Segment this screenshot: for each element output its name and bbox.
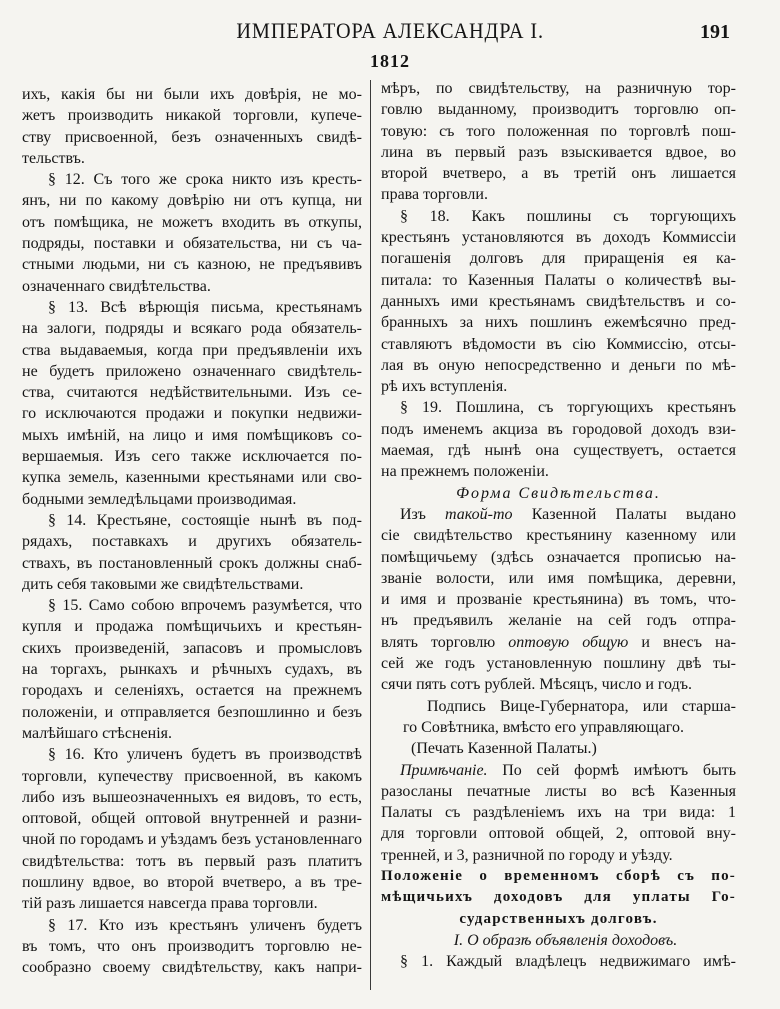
text-line: сіе свидѣтельство крестьянину казенному или (381, 527, 736, 545)
text-line: § 14. Крестьяне, состоящіе нынѣ въ под- (48, 511, 362, 529)
text-line: сударственныхъ долговъ. (459, 910, 658, 927)
text-line: помѣщичьему (здѣсь означается прописью на- (381, 548, 736, 566)
emphasized-text: такой-то (445, 505, 513, 523)
paragraph (381, 206, 736, 398)
page-number: 191 (700, 21, 730, 43)
text-line: отъ помѣщика, не можетъ входить въ откупы, (22, 213, 362, 231)
text-run: Казенной Палаты выдано (512, 505, 736, 523)
text-line: вершаемыя. Изъ сего также исключается по- (22, 448, 362, 466)
continued-paragraph (22, 84, 362, 169)
paragraph-list (381, 206, 736, 483)
text-line: на залоги, подряды и всякаго рода обязатель- (22, 320, 362, 338)
running-head-title (0, 16, 780, 46)
running-head-title-text: ИМПЕРАТОРА АЛЕКСАНДРА I. (236, 18, 544, 43)
left-column (22, 84, 362, 978)
text-line: погашенія долговъ для приращенія ея ка- (381, 250, 736, 268)
emphasized-text: Примѣчаніе. (400, 761, 488, 779)
text-line: рѣ ихъ вступленія. (381, 378, 508, 396)
text-line: лая въ оную непосредственно и деньги по мѣ- (381, 356, 736, 374)
text-run: По сей формѣ имѣютъ быть (487, 761, 736, 779)
text-line: положеніи, и отправляется безпошлинно и безъ (22, 703, 362, 721)
text-line: купля и продажа помѣщичьихъ и крестьян- (22, 618, 362, 636)
text-line: ству присвоенной, безъ означенныхъ свидѣ- (22, 128, 362, 146)
paragraph (22, 510, 362, 595)
text-line: сей же годъ установленную пошлину двѣ ты- (381, 655, 736, 673)
text-line: подряды, поставки и обязательства, ни съ ча- (22, 235, 362, 253)
text-line: свидѣтельства: тотъ въ первый разъ платитъ (22, 852, 362, 870)
text-line: маемая, гдѣ нынѣ она существуетъ, остается (381, 442, 736, 460)
text-line: званіе волости, или имя помѣщика, деревни, (381, 569, 736, 587)
text-run: влять торговлю (381, 633, 509, 651)
text-line: городахъ и селеніяхъ, остается на прежнемъ (22, 682, 362, 700)
text-line: либо изъ вышеозначенныхъ ея видовъ, то есть, (22, 788, 362, 806)
form-signature (381, 696, 736, 739)
text-line: и имя и прозваніе крестьянина) въ томъ, что- (381, 591, 736, 609)
text-line: янъ, ни по какому довѣрію ни отъ купца, ни (22, 192, 362, 210)
text-line: торговли, купечеству присвоенной, въ какомъ (22, 767, 362, 785)
emphasized-text: оптовую общую (508, 633, 629, 651)
text-run: Изъ (400, 505, 446, 523)
text-line: § 17. Кто изъ крестьянъ уличенъ будетъ (48, 916, 362, 934)
text-line: права торговли. (381, 186, 488, 204)
column-divider (370, 80, 371, 990)
text-line (381, 504, 736, 525)
text-line: мѣщичьихъ доходовъ для уплаты Го- (381, 889, 736, 906)
text-line: рядахъ, поставкахъ и другихъ обязатель- (22, 533, 362, 551)
regulation-section (381, 866, 736, 972)
text-line: означеннаго свидѣтельства. (22, 277, 211, 295)
text-line: Палаты съ раздѣленіемъ ихъ на три вида: 1 (381, 804, 736, 822)
text-line: § 15. Само собою впрочемъ разумѣется, что (48, 597, 362, 615)
text-line: тренней, и 3, разничной по городу и уѣзду. (381, 846, 673, 864)
text-line (381, 760, 736, 781)
text-line: разосланы печатные листы во всѣ Казенныя (381, 782, 736, 800)
text-line: нъ предъявилъ желаніе на сей годъ отпра- (381, 612, 736, 630)
text-line: второй вчетверо, а въ третій онъ лишается (381, 165, 736, 183)
text-line: тельствъ. (22, 149, 85, 167)
text-line: пошлину вдвое, во второй вчетверо, а въ тре- (22, 873, 362, 891)
text-line: скихъ произведеній, запасовъ и промысловъ (22, 639, 362, 657)
text-line: оптовой, общей оптовой внутренней и разни- (22, 810, 362, 828)
text-line: сячи пять сотъ рублей. Мѣсяцъ, число и годъ. (381, 676, 692, 694)
regulation-title (381, 866, 736, 930)
text-line: § 13. Всѣ вѣрющія письма, крестьянамъ (48, 298, 362, 316)
form-seal: (Печать Казенной Палаты.) (411, 740, 597, 758)
text-line: ихъ, какія бы ни были ихъ довѣрія, не мо- (22, 86, 362, 103)
form-note (381, 760, 736, 866)
text-line: дить себя таковыми же свидѣтельствами. (22, 575, 304, 593)
text-line: малѣйшаго стѣсненія. (22, 724, 172, 742)
text-line: ствахъ, въ постановленный срокъ должны снаб- (22, 554, 362, 572)
text-line: сообразно своему свидѣтельству, какъ напри- (22, 959, 362, 977)
text-line: Подпись Вице-Губернатора, или старша- (427, 697, 736, 715)
text-line: товую: съ того положенная по торговлѣ пош- (381, 122, 736, 140)
paragraph (22, 297, 362, 510)
form-body (381, 504, 736, 696)
text-line: на торгахъ, рынкахъ и рѣчныхъ судахъ, въ (22, 661, 362, 679)
text-line: чной по городамъ и уѣздамъ безъ установленнаго (22, 831, 362, 849)
text-line: лина въ первый разъ взыскивается вдвое, во (381, 143, 736, 161)
continued-paragraph (381, 78, 736, 206)
text-line: для торговли оптовой общей, 2, оптовой вну- (381, 825, 736, 843)
text-line: жетъ производить никакой торговли, купече- (22, 107, 362, 125)
right-column (381, 78, 736, 972)
paragraph-list (22, 169, 362, 978)
text-line: ства выдаваемыя, когда при предъявленіи ихъ (22, 341, 362, 359)
text-line: тій разъ лишается навсегда права торговли. (22, 895, 318, 913)
paragraph (22, 169, 362, 297)
text-line: на прежнемъ положеніи. (381, 463, 549, 481)
text-line: купка земель, казенными крестьянами или сво- (22, 469, 362, 487)
paragraph (22, 744, 362, 914)
paragraph (22, 915, 362, 979)
certificate-form (381, 483, 736, 760)
paragraph (22, 595, 362, 744)
year-heading: 1812 (370, 51, 410, 71)
text-line: стными людьми, ни съ казною, не предъявивъ (22, 256, 362, 274)
text-line: говлю выданному, производитъ торговлю оп- (381, 101, 736, 119)
text-line: § 12. Съ того же срока никто изъ кресть- (48, 171, 362, 189)
form-title: Форма Свидѣтельства. (456, 484, 661, 502)
text-line: ставляютъ вѣдомости въ сію Коммиссію, отсы- (381, 335, 736, 353)
text-line: не будетъ приложено означеннаго свидѣтель- (22, 362, 362, 380)
paragraph (381, 951, 736, 972)
paragraph-list (381, 951, 736, 972)
text-line: § 1. Каждый владѣлецъ недвижимаго имѣ- (400, 953, 736, 971)
text-line: въ томъ, что онъ производитъ торговлю не- (22, 937, 362, 955)
text-line: бранныхъ за нихъ пошлинъ ежемѣсячно пред- (381, 314, 736, 332)
chapter-heading: I. О образѣ объявленія доходовъ. (453, 931, 678, 949)
text-line: подъ именемъ акциза въ городовой доходъ взи- (381, 420, 736, 438)
text-line: го Совѣтника, вмѣсто его управляющаго. (403, 718, 684, 736)
text-line: § 19. Пошлина, съ торгующихъ крестьянъ (400, 399, 736, 417)
text-line: Положеніе о временномъ сборѣ съ по- (381, 867, 736, 884)
text-line: ства, считаются недѣйствительными. Изъ се- (22, 384, 362, 402)
text-line: го исключаются продажи и покупки недвижи- (22, 405, 362, 423)
text-line: питала: то Казенныя Палаты о количествѣ вы- (381, 271, 736, 289)
paragraph (381, 397, 736, 482)
text-line: данныхъ ими крестьянамъ свидѣтельствъ и со- (381, 292, 736, 310)
text-line: мыхъ имѣній, на лицо и имя помѣщиковъ со- (22, 426, 362, 444)
text-line: мѣръ, по свидѣтельству, на разничную тор- (381, 80, 736, 97)
text-line: крестьянъ установляются въ доходъ Коммиссіи (381, 229, 736, 247)
text-line (381, 632, 736, 653)
text-run: и внесъ на- (628, 633, 736, 651)
text-line: § 16. Кто уличенъ будетъ въ производствѣ (48, 746, 362, 764)
text-line: бодными земледѣльцами производимая. (22, 490, 297, 508)
text-line: § 18. Какъ пошлины съ торгующихъ (400, 207, 736, 225)
